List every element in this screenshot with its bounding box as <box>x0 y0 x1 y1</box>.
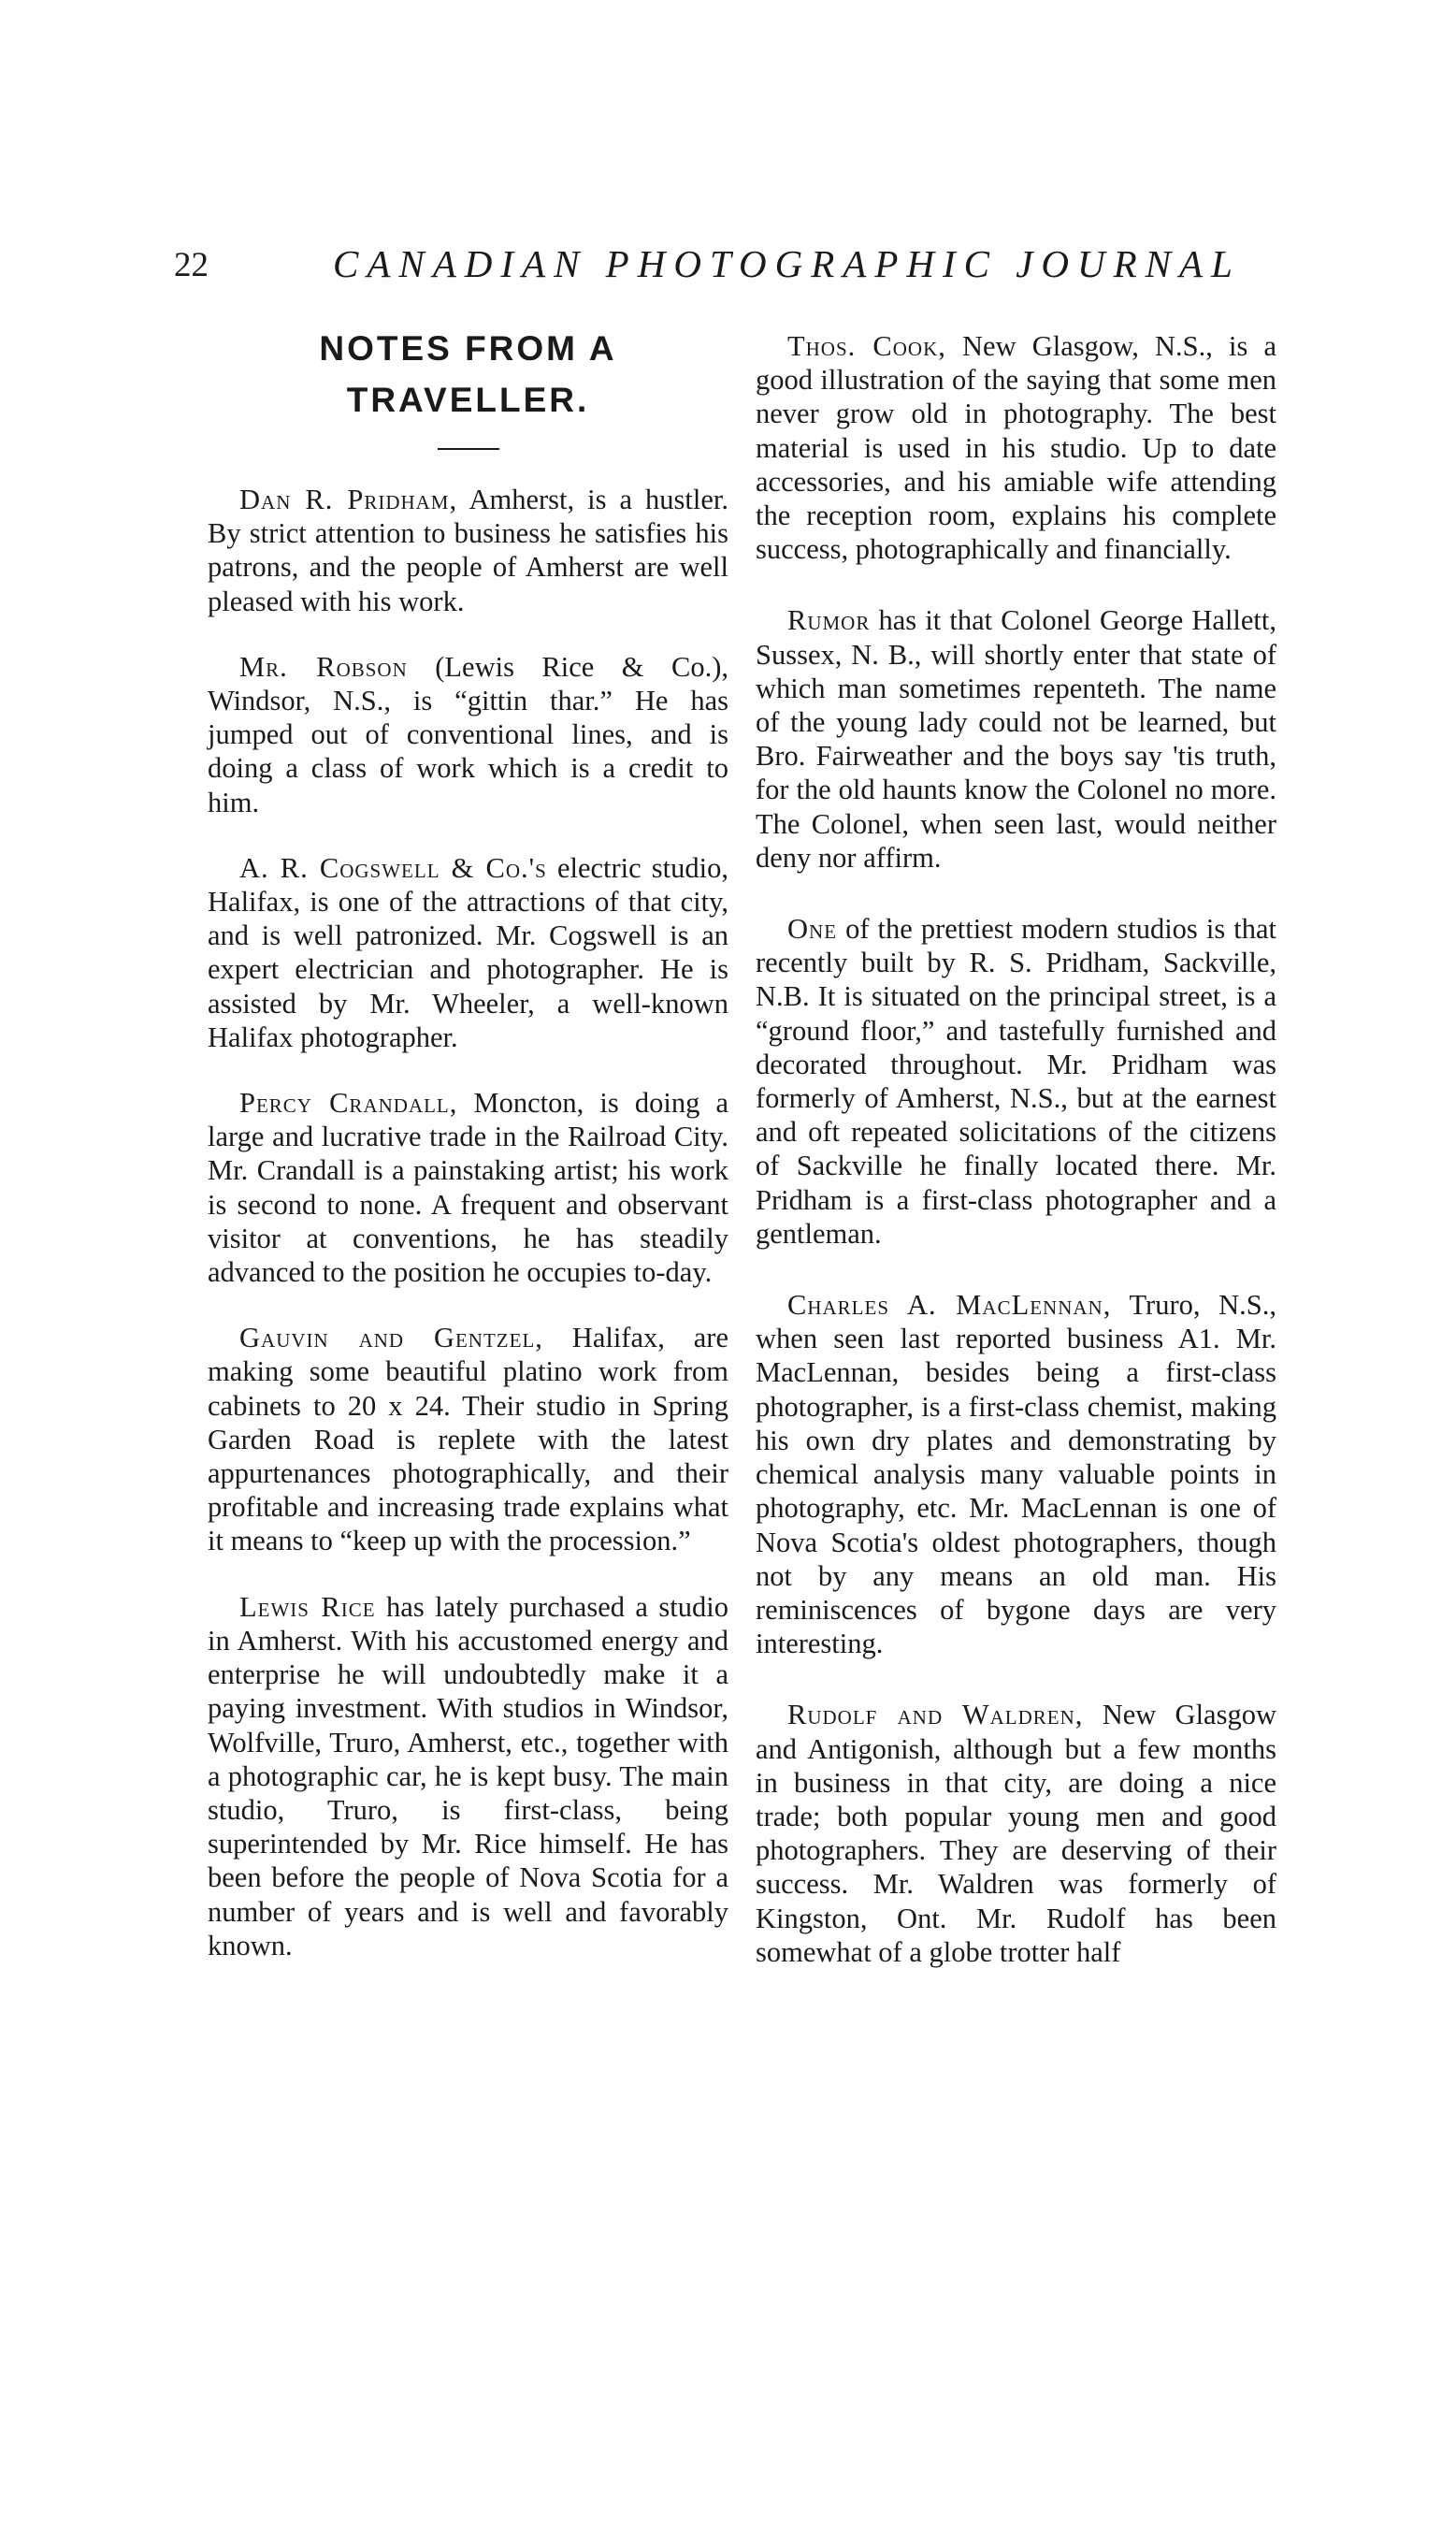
paragraph-rudolf-waldren <box>756 1698 1276 1969</box>
paragraph-lead: Lewis Rice <box>239 1590 376 1623</box>
paragraph-lead: A. R. Cogswell & Co.'s <box>239 851 547 884</box>
paragraph-lead: Gauvin and Gentzel, <box>239 1322 543 1354</box>
paragraph-pridham <box>208 483 728 618</box>
paragraph-body: Amherst, is a hustler. By strict attention to business he satisfies his patrons, and the people of Amherst are well pleased with his work. <box>208 484 728 617</box>
paragraph-lead: Mr. Robson <box>239 650 408 683</box>
paragraph-body: has it that Colonel George Hallett, Sussex, N. B., will shortly enter that state of which man sometimes repenteth. The name of the young lady could not be learned, but Bro. Fairweather and the boys say 'tis truth, for the old haunts know the Colonel no more. The Colonel, when seen last, would neither deny nor affirm. <box>756 604 1276 874</box>
paragraph-lead: Percy Crandall, <box>239 1087 458 1120</box>
paragraph-sackville-studio <box>756 912 1276 1251</box>
right-column <box>756 329 1276 1969</box>
paragraph-lead: Charles A. MacLennan, <box>787 1289 1112 1322</box>
paragraph-gauvin-gentzel <box>208 1321 728 1557</box>
paragraph-cook <box>756 329 1276 566</box>
paragraph-lewis-rice <box>208 1590 728 1962</box>
article-title <box>208 323 728 426</box>
paragraph-body: has lately purchased a studio in Amherst. With his accustomed energy and enterprise he will undoubtedly make it a paying investment. With studios in Windsor, Wolfville, Truro, Amherst, etc., together with a photographic car, he is kept busy. The main studio, Truro, is first-class, being superintended by Mr. Rice himself. He has been before the people of Nova Scotia for a number of years and is well and favorably known. <box>208 1590 728 1961</box>
article-title-line-2: TRAVELLER. <box>346 381 590 419</box>
paragraph-cogswell <box>208 851 728 1054</box>
paragraph-body: Halifax, are making some beautiful platino work from cabinets to 20 x 24. Their studio in Spring Garden Road is replete with the latest appurtenances photographically, and their profitable and increasing trade explains what it means to “keep up with the procession.” <box>208 1322 728 1557</box>
paragraph-body: (Lewis Rice & Co.), Windsor, N.S., is “gittin thar.” He has jumped out of conventional lines, and is doing a class of work which is a credit to him. <box>208 650 729 818</box>
paragraph-body: Moncton, is doing a large and lucrative trade in the Railroad City. Mr. Crandall is a painstaking artist; his work is second to none. A frequent and observant visitor at conventions, he has steadily advanced to the position he occupies to-day. <box>208 1087 728 1289</box>
paragraph-body: electric studio, Halifax, is one of the attractions of that city, and is well patronized. Mr. Cogswell is an expert electrician and photographer. He is assisted by Mr. Wheeler, a well-known Halifax photographer. <box>208 851 729 1053</box>
paragraph-crandall <box>208 1086 728 1289</box>
paragraph-body: New Glasgow and Antigonish, although but a few months in business in that city, are doing a nice trade; both popular young men and good photographers. They are deserving of their success. Mr. Waldren was formerly of Kingston, Ont. Mr. Rudolf has been somewhat of a globe trotter half <box>756 1699 1276 1968</box>
paragraph-robson <box>208 650 728 819</box>
article-title-line-1: NOTES FROM A <box>319 329 617 368</box>
paragraph-body: of the prettiest modern studios is that recently built by R. S. Pridham, Sackville, N.B. It is situated on the principal street, is a “ground floor,” and tastefully furnished and decorated throughout. Mr. Pridham was formerly of Amherst, N.S., but at the earnest and oft repeated solicitations of the citizens of Sackville he finally located there. Mr. Pridham is a first-class photographer and a gentleman. <box>756 913 1276 1250</box>
paragraph-lead: One <box>787 913 838 946</box>
paragraph-lead: Rumor <box>787 604 871 637</box>
paragraph-body: Truro, N.S., when seen last reported business A1. Mr. MacLennan, besides being a first-class photographer, is a first-class chemist, making his own dry plates and demonstrating by chemical analysis many valuable points in photography, etc. Mr. MacLennan is one of Nova Scotia's oldest photographers, though not by any means an old man. His reminiscences of bygone days are very interesting. <box>756 1289 1276 1660</box>
paragraph-rumor <box>756 603 1276 875</box>
paragraph-lead: Thos. Cook, <box>787 330 946 362</box>
paragraph-maclennan <box>756 1288 1276 1660</box>
paragraph-body: New Glasgow, N.S., is a good illustration of the saying that some men never grow old in photography. The best material is used in his studio. Up to date accessories, and his amiable wife attending the reception room, explains his complete success, photographically and financially. <box>756 330 1276 566</box>
title-divider <box>438 448 499 450</box>
paragraph-lead: Rudolf and Waldren, <box>787 1699 1084 1731</box>
page-number: 22 <box>174 246 209 284</box>
left-column <box>208 323 728 1994</box>
paragraph-lead: Dan R. Pridham, <box>239 484 458 515</box>
running-title: CANADIAN PHOTOGRAPHIC JOURNAL <box>333 242 1241 285</box>
